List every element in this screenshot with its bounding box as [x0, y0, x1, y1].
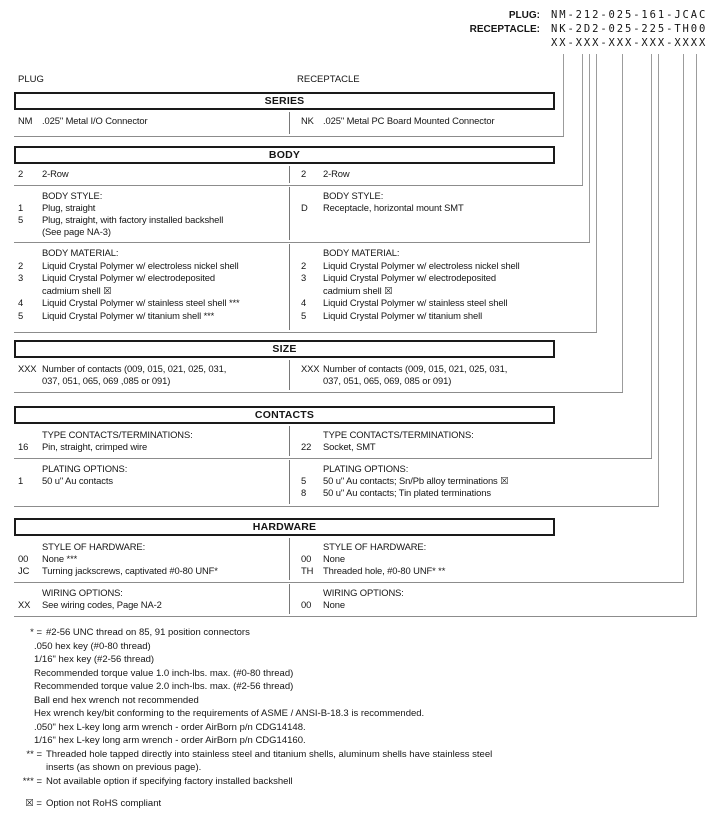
- receptacle-column: [289, 541, 555, 577]
- subsection-header-row: [18, 463, 289, 475]
- option-text: Liquid Crystal Polymer w/ electrodeposited: [42, 272, 215, 283]
- option-text: cadmium shell ☒: [42, 284, 112, 296]
- option-code: XXX: [18, 363, 37, 374]
- column-divider: [289, 460, 290, 504]
- column-divider: [289, 244, 290, 330]
- series-section-header: [14, 92, 555, 110]
- option-text: 50 u" Au contacts: [42, 475, 113, 486]
- receptacle-column: [289, 363, 555, 387]
- footnote-star: [0, 626, 710, 640]
- option-text: Plug, straight, with factory installed backshell: [42, 214, 224, 225]
- option-code: 1: [18, 475, 24, 486]
- plug-part-label: PLUG:: [508, 10, 540, 21]
- option-text: 50 u" Au contacts; Tin plated terminations: [323, 487, 491, 498]
- option-code: [301, 285, 323, 298]
- plug-column: [14, 587, 289, 611]
- option-text: Liquid Crystal Polymer w/ electroless nickel shell: [42, 259, 239, 271]
- receptacle-part-number: NK-2D2-025-225-TH00: [551, 23, 708, 35]
- subsection-header: BODY MATERIAL:: [42, 247, 119, 258]
- option-row: [18, 260, 289, 273]
- plug-column: [14, 463, 289, 487]
- option-code: 00: [18, 553, 29, 564]
- option-code: 2: [18, 168, 24, 179]
- option-row: [301, 475, 555, 487]
- option-text: (See page NA-3): [42, 226, 111, 237]
- option-text: 2-Row: [323, 168, 350, 179]
- subsection-header-row: [18, 247, 289, 260]
- column-divider: [289, 187, 290, 240]
- footnote-marker: * =: [30, 627, 42, 638]
- subsection-header-row: [301, 190, 555, 202]
- column-divider: [289, 426, 290, 456]
- option-code: 3: [18, 272, 24, 283]
- receptacle-column: [289, 429, 555, 453]
- option-row: [18, 363, 289, 375]
- option-text: Receptacle, horizontal mount SMT: [323, 202, 464, 213]
- option-row: [18, 553, 289, 565]
- footnote-text: Not available option if specifying factory installed backshell: [46, 775, 293, 787]
- footnote-line: .050" hex L-key long arm wrench - order AirBorn p/n CDG14148.: [34, 721, 306, 733]
- option-row: [18, 310, 289, 323]
- option-row: [18, 272, 289, 285]
- option-code: 00: [301, 599, 312, 610]
- option-row: [18, 599, 289, 611]
- footnote-line: Recommended torque value 1.0 inch-lbs. max. (#0-80 thread): [34, 667, 294, 679]
- subsection-header: BODY STYLE:: [323, 190, 384, 201]
- footnote-double-star: [0, 748, 710, 762]
- option-code: 5: [301, 309, 307, 321]
- size-options-group: [14, 358, 555, 392]
- option-text: Liquid Crystal Polymer w/ electroless nickel shell: [323, 259, 520, 271]
- subsection-header: TYPE CONTACTS/TERMINATIONS:: [323, 429, 474, 440]
- column-divider: [289, 538, 290, 580]
- option-text: Number of contacts (009, 015, 021, 025, 031,: [42, 363, 227, 374]
- option-row: [301, 115, 555, 127]
- option-row: [301, 202, 555, 214]
- body-row-group: [14, 164, 555, 185]
- option-text: 50 u" Au contacts; Sn/Pb alloy terminations ☒: [323, 475, 509, 486]
- subsection-header-row: [18, 429, 289, 441]
- connector-line: [658, 54, 659, 507]
- subsection-header-row: [301, 463, 555, 475]
- option-text: Turning jackscrews, captivated #0-80 UNF*: [42, 565, 218, 576]
- connector-line: [622, 54, 623, 393]
- option-text: cadmium shell ☒: [323, 284, 393, 296]
- contacts-section-header: [14, 406, 555, 424]
- subsection-header-row: [18, 190, 289, 202]
- option-code: [18, 285, 42, 298]
- option-code: [18, 375, 42, 387]
- footnote-line: Recommended torque value 2.0 inch-lbs. max. (#2-56 thread): [34, 681, 294, 692]
- option-text: Socket, SMT: [323, 441, 376, 452]
- option-code: 16: [18, 441, 29, 452]
- plug-column: [14, 168, 289, 180]
- body-title: BODY: [268, 149, 301, 161]
- option-code: [301, 375, 323, 387]
- option-text: 2-Row: [42, 168, 69, 179]
- option-row: [18, 202, 289, 214]
- option-row: [18, 226, 289, 238]
- subsection-header-row: [301, 587, 555, 599]
- footnote-rohs: [0, 797, 710, 811]
- option-code: NK: [301, 115, 314, 126]
- subsection-header: WIRING OPTIONS:: [42, 587, 123, 598]
- footnote-triple-star: [0, 775, 710, 789]
- option-row: [18, 297, 289, 310]
- receptacle-column: [289, 115, 555, 127]
- footnote-marker: ** =: [26, 748, 42, 760]
- connector-line: [563, 54, 564, 137]
- footnote-text: #2-56 UNC thread on 85, 91 position connectors: [46, 627, 250, 638]
- option-text: Liquid Crystal Polymer w/ stainless steel shell ***: [42, 297, 240, 308]
- option-text: 037, 051, 065, 069, 085 or 091): [323, 375, 452, 386]
- option-row: [301, 363, 555, 375]
- option-code: 3: [301, 272, 307, 283]
- body-style-group: [14, 185, 555, 242]
- row-divider: [14, 506, 659, 507]
- option-row: [301, 441, 555, 453]
- option-code: JC: [18, 565, 30, 576]
- footnote-line: Hex wrench key/bit conforming to the requirements of ASME / ANSI-B-18.3 is recommended.: [34, 708, 425, 719]
- option-row: [301, 285, 555, 298]
- footnote-text: Option not RoHS compliant: [46, 798, 162, 809]
- body-material-group: [14, 242, 555, 332]
- plug-column: [14, 247, 289, 322]
- option-code: XX: [18, 599, 31, 610]
- option-text: Plug, straight: [42, 202, 96, 213]
- option-row: [18, 214, 289, 226]
- part-number-mask: XX-XXX-XXX-XXX-XXXX: [551, 37, 708, 49]
- subsection-header: WIRING OPTIONS:: [323, 587, 404, 598]
- subsection-header: STYLE OF HARDWARE:: [323, 541, 427, 552]
- option-text: .025" Metal I/O Connector: [42, 115, 148, 126]
- subsection-header: TYPE CONTACTS/TERMINATIONS:: [42, 429, 193, 440]
- footnote-marker: *** =: [22, 775, 42, 787]
- row-divider: [14, 136, 564, 137]
- option-text: Liquid Crystal Polymer w/ stainless steel shell: [323, 297, 508, 308]
- option-code: NM: [18, 115, 33, 126]
- column-divider: [289, 584, 290, 614]
- subsection-header-row: [301, 247, 555, 260]
- option-text: None: [323, 599, 346, 610]
- contacts-title: CONTACTS: [254, 409, 315, 421]
- option-text: Threaded hole, #0-80 UNF* **: [323, 565, 446, 576]
- option-row: [18, 475, 289, 487]
- option-code: 4: [301, 297, 307, 308]
- option-code: 2: [301, 168, 307, 179]
- receptacle-column: [289, 168, 555, 180]
- footnote-line: inserts (as shown on previous page).: [46, 762, 202, 773]
- option-code: 5: [301, 475, 307, 486]
- option-row: [18, 565, 289, 577]
- option-code: 2: [301, 259, 307, 271]
- size-section-header: [14, 340, 555, 358]
- hardware-style-group: [14, 536, 555, 582]
- receptacle-column: [289, 463, 555, 499]
- subsection-header: BODY STYLE:: [42, 190, 103, 201]
- connector-line: [651, 54, 652, 459]
- option-text: Number of contacts (009, 015, 021, 025, 031,: [323, 363, 508, 374]
- plug-part-number: NM-212-025-161-JCAC: [551, 9, 708, 21]
- plug-column-header: PLUG: [18, 74, 44, 85]
- subsection-header-row: [18, 541, 289, 553]
- receptacle-column-header: RECEPTACLE: [297, 74, 360, 85]
- receptacle-column: [289, 190, 555, 214]
- footnote-line: 1/16" hex key (#2-56 thread): [34, 654, 155, 665]
- contacts-plating-group: [14, 458, 555, 506]
- column-divider: [289, 166, 290, 183]
- option-code: XXX: [301, 363, 320, 374]
- option-row: [301, 310, 555, 323]
- option-row: [18, 115, 289, 127]
- subsection-header: PLATING OPTIONS:: [42, 463, 128, 474]
- receptacle-part-label: RECEPTACLE:: [469, 24, 540, 35]
- option-code: 22: [301, 441, 312, 452]
- contacts-type-group: [14, 424, 555, 458]
- option-code: 4: [18, 297, 24, 308]
- row-divider: [14, 392, 623, 393]
- option-code: TH: [301, 565, 314, 576]
- column-divider: [289, 360, 290, 390]
- footnote-line: Ball end hex wrench not recommended: [34, 694, 199, 706]
- footnote-line: .050 hex key (#0-80 thread): [34, 640, 151, 652]
- size-title: SIZE: [272, 343, 297, 355]
- body-section-header: [14, 146, 555, 164]
- footnote-text: Threaded hole tapped directly into stainless steel and titanium shells, aluminum shells have stainless steel: [46, 748, 493, 760]
- not-rohs-icon: ☒ =: [25, 798, 42, 809]
- connector-line: [696, 54, 697, 617]
- option-text: Pin, straight, crimped wire: [42, 441, 148, 452]
- option-row: [301, 297, 555, 310]
- footnote-line: 1/16" hex L-key long arm wrench - order AirBorn p/n CDG14160.: [34, 735, 306, 746]
- row-divider: [14, 616, 697, 617]
- subsection-header-row: [301, 541, 555, 553]
- subsection-header: STYLE OF HARDWARE:: [42, 541, 146, 552]
- plug-column: [14, 115, 289, 127]
- hardware-section-header: [14, 518, 555, 536]
- option-text: .025" Metal PC Board Mounted Connector: [323, 115, 495, 126]
- option-row: [301, 599, 555, 611]
- option-row: [301, 487, 555, 499]
- option-row: [18, 285, 289, 298]
- option-code: 00: [301, 553, 312, 564]
- option-text: Liquid Crystal Polymer w/ titanium shell ***: [42, 309, 215, 321]
- receptacle-column: [289, 247, 555, 322]
- connector-line: [589, 54, 590, 243]
- option-row: [301, 260, 555, 273]
- hardware-wiring-group: [14, 582, 555, 616]
- series-title: SERIES: [264, 95, 305, 107]
- option-text: Liquid Crystal Polymer w/ electrodeposited: [323, 272, 496, 283]
- connector-line: [683, 54, 684, 583]
- option-code: 2: [18, 259, 24, 271]
- option-row: [301, 565, 555, 577]
- option-row: [301, 168, 555, 180]
- option-text: None: [323, 553, 346, 564]
- subsection-header-row: [301, 429, 555, 441]
- option-row: [301, 272, 555, 285]
- option-row: [301, 375, 555, 387]
- option-text: Liquid Crystal Polymer w/ titanium shell: [323, 309, 483, 321]
- connector-line: [582, 54, 583, 186]
- plug-column: [14, 363, 289, 387]
- receptacle-column: [289, 587, 555, 611]
- plug-column: [14, 190, 289, 238]
- option-code: 8: [301, 487, 307, 498]
- option-row: [18, 168, 289, 180]
- series-options-group: [14, 110, 555, 136]
- option-code: 5: [18, 309, 24, 321]
- connector-line: [596, 54, 597, 333]
- option-code: 5: [18, 214, 24, 225]
- option-code: D: [301, 202, 308, 213]
- option-text: 037, 051, 065, 069 ,085 or 091): [42, 375, 171, 386]
- plug-column: [14, 429, 289, 453]
- subsection-header: PLATING OPTIONS:: [323, 463, 409, 474]
- option-text: None ***: [42, 553, 78, 564]
- option-code: 1: [18, 202, 24, 213]
- option-text: See wiring codes, Page NA-2: [42, 599, 162, 610]
- hardware-title: HARDWARE: [252, 521, 317, 533]
- option-row: [18, 441, 289, 453]
- footnotes: [0, 626, 710, 811]
- plug-column: [14, 541, 289, 577]
- subsection-header: BODY MATERIAL:: [323, 247, 400, 258]
- row-divider: [14, 332, 597, 333]
- column-divider: [289, 112, 290, 134]
- subsection-header-row: [18, 587, 289, 599]
- option-row: [301, 553, 555, 565]
- option-row: [18, 375, 289, 387]
- option-code: [18, 226, 42, 238]
